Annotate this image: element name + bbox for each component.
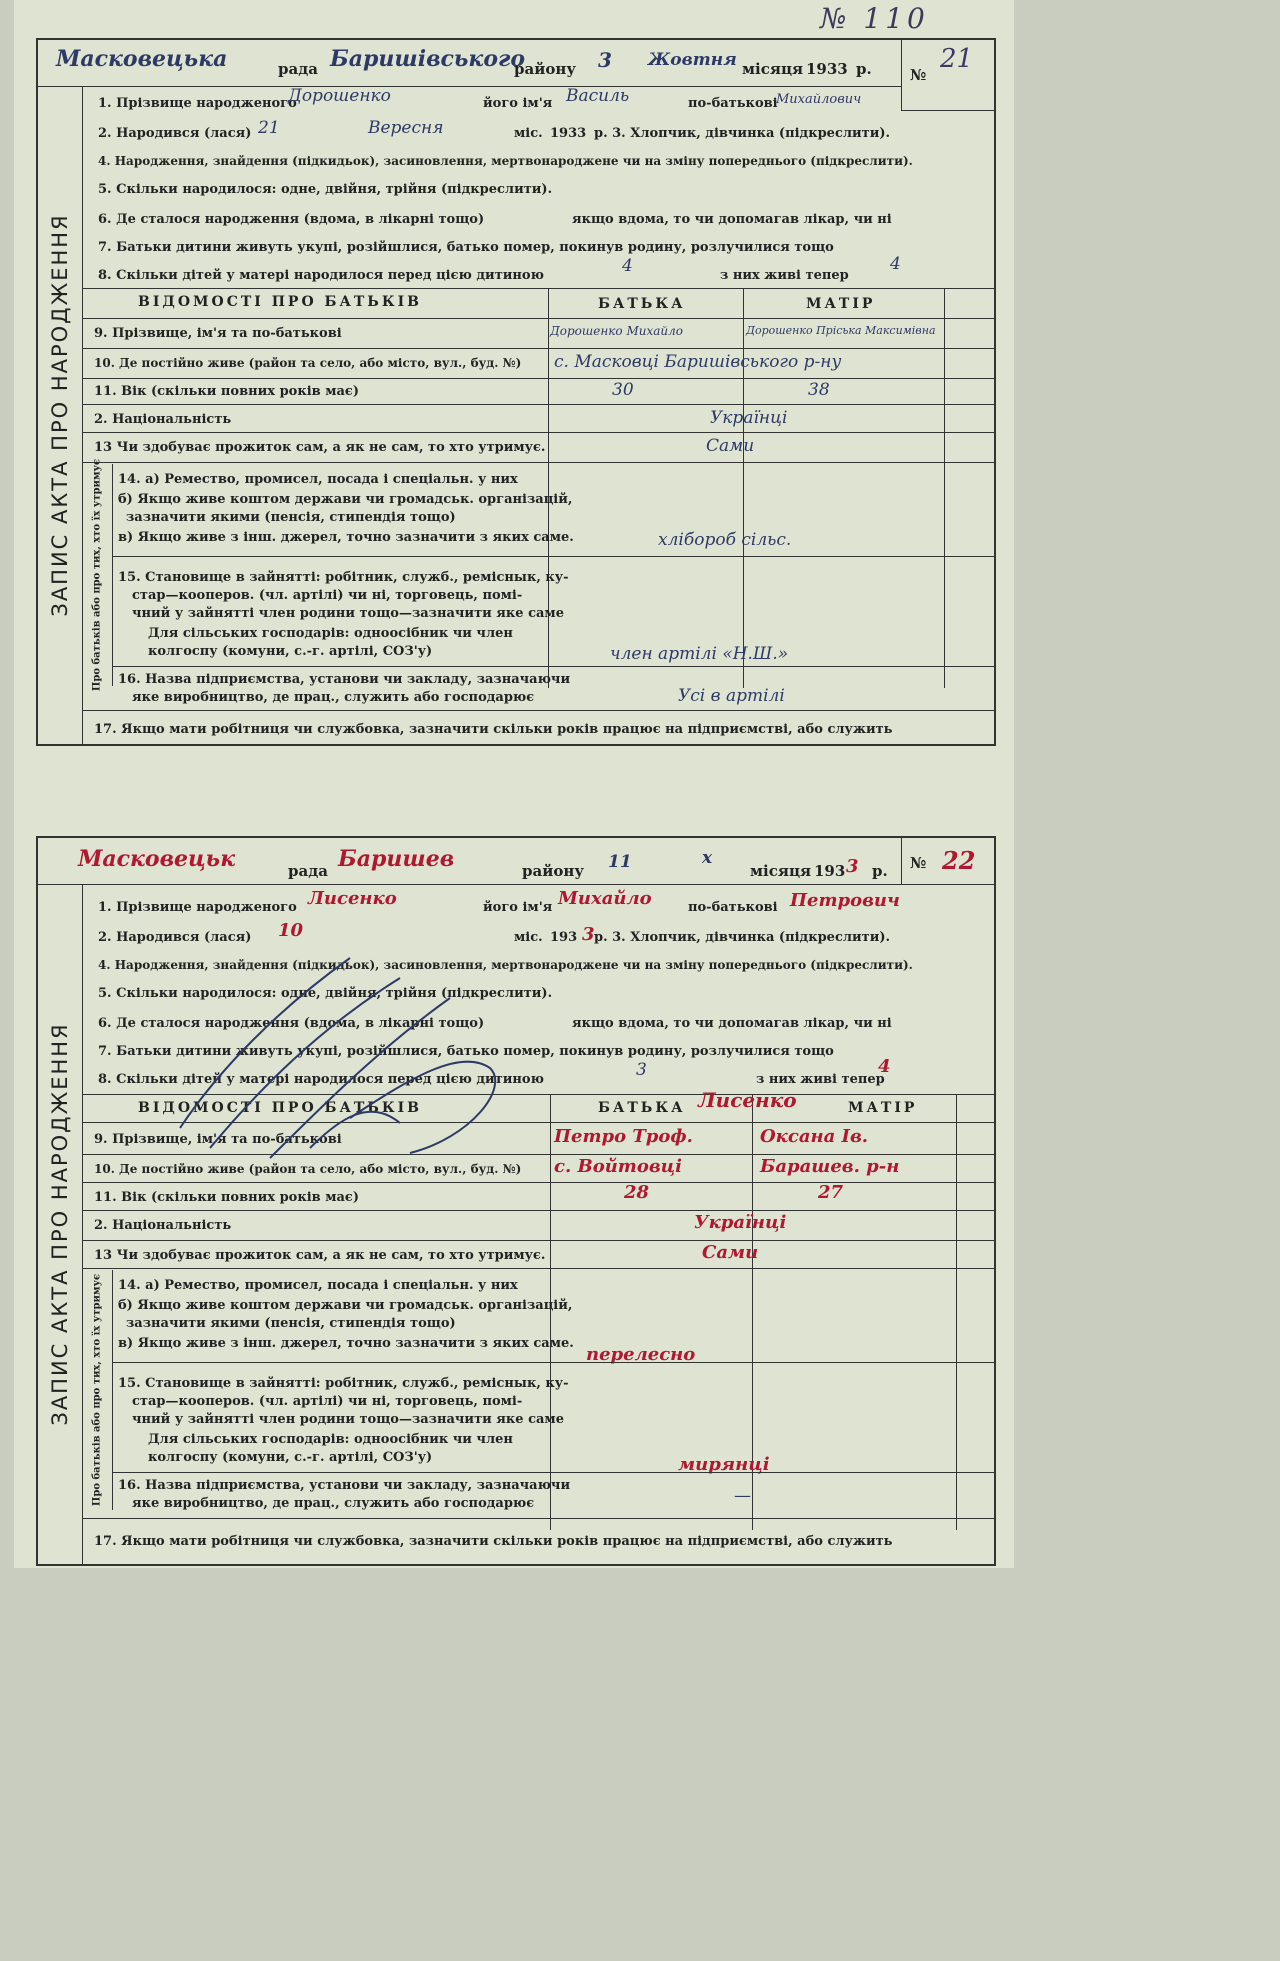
line2-month-label: міс. bbox=[514, 930, 543, 945]
row14a-label: 14. а) Ремество, промисел, посада і спеціальн. у них bbox=[118, 472, 518, 487]
row15c-label: чний у зайнятті член родини тощо—зазначити яке саме bbox=[132, 606, 564, 621]
year-label: 1933 bbox=[806, 60, 848, 78]
father-header: БАТЬКА bbox=[598, 1100, 686, 1116]
employment-status: мирянці bbox=[678, 1454, 770, 1475]
record-number: 21 bbox=[940, 44, 974, 74]
row15e-label: колгоспу (комуни, с.-г. артілі, СОЗ'у) bbox=[148, 644, 433, 659]
line2-sex-label: р. 3. Хлопчик, дівчинка (підкреслити). bbox=[594, 126, 891, 141]
line1-label: 1. Прізвище народженого bbox=[98, 96, 297, 111]
row17-label: 17. Якщо мати робітниця чи службовка, зазначити скільки років працює на підприємстві, або служить bbox=[94, 1534, 893, 1549]
row15a-label: 15. Становище в зайнятті: робітник, служб., реміснык, ку- bbox=[118, 570, 569, 585]
parents-info-header: ВІДОМОСТІ ПРО БАТЬКІВ bbox=[138, 1100, 422, 1116]
birth-month: Вересня bbox=[368, 118, 444, 138]
father-residence: с. Войтовці bbox=[554, 1156, 682, 1177]
line5-label: 5. Скільки народилося: одне, двійня, трійня (підкреслити). bbox=[98, 182, 553, 197]
mother-age: 27 bbox=[818, 1182, 844, 1203]
line6-doctor-label: якщо вдома, то чи допомагав лікар, чи ні bbox=[572, 1016, 892, 1031]
line1-patronymic-label: по-батькові bbox=[688, 900, 778, 915]
row11-label: 11. Вік (скільки повних років має) bbox=[94, 384, 360, 399]
line1-label: 1. Прізвище народженого bbox=[98, 900, 297, 915]
father-name: Дорошенко Михайло bbox=[550, 324, 683, 338]
row-line bbox=[82, 378, 994, 379]
workplace: — bbox=[734, 1486, 751, 1506]
year-suffix: р. bbox=[856, 60, 872, 78]
row-line bbox=[82, 462, 994, 463]
line7-label: 7. Батьки дитини живуть укупі, розійшлися, батько помер, покинув родину, розлучилися тощо bbox=[98, 1044, 834, 1059]
diagonal-handwritten-annotation bbox=[150, 918, 520, 1168]
row-line bbox=[112, 1362, 994, 1363]
row15b-label: стар—кооперов. (чл. артілі) чи ні, торговець, помі- bbox=[132, 588, 523, 603]
prior-children: 3 bbox=[636, 1060, 647, 1080]
mother-header: МАТІР bbox=[806, 296, 876, 312]
line2-label: 2. Народився (лася) bbox=[98, 930, 252, 945]
support: Сами bbox=[706, 436, 755, 456]
district-name: Баришівського bbox=[330, 46, 526, 72]
line8-alive-label: з них живі тепер bbox=[720, 268, 849, 283]
line6-doctor-label: якщо вдома, то чи допомагав лікар, чи ні bbox=[572, 212, 892, 227]
side-note: Про батьків або про тих, хто їх утримує bbox=[82, 1270, 113, 1510]
birth-day: 10 bbox=[278, 920, 304, 941]
child-patronymic: Петрович bbox=[790, 890, 900, 911]
row14b-label: б) Якщо живе коштом держави чи громадськ. організацій, bbox=[118, 1298, 573, 1313]
child-patronymic: Михайлович bbox=[776, 92, 862, 107]
line7-label: 7. Батьки дитини живуть укупі, розійшлися, батько помер, покинув родину, розлучилися тощо bbox=[98, 240, 834, 255]
row15c-label: чний у зайнятті член родини тощо—зазначити яке саме bbox=[132, 1412, 564, 1427]
row-line bbox=[112, 666, 994, 667]
birth-year-digit: 3 bbox=[582, 924, 595, 945]
rada-label: рада bbox=[288, 862, 328, 880]
table-top-border bbox=[82, 288, 994, 289]
row-line bbox=[82, 1182, 994, 1183]
row13-label: 13 Чи здобуває прожиток сам, а як не сам, то хто утримує. bbox=[94, 1248, 546, 1263]
year-label: 193 bbox=[814, 862, 846, 880]
line4-label: 4. Народження, знайдення (підкидьок), засиновлення, мертвонароджене чи на зміну попереднього (підкреслити). bbox=[98, 958, 913, 972]
raion-label: району bbox=[522, 862, 584, 880]
row-line bbox=[112, 556, 994, 557]
alive-now: 4 bbox=[878, 1056, 891, 1077]
line8-label: 8. Скільки дітей у матері народилося перед цією дитиною bbox=[98, 1072, 544, 1087]
side-note: Про батьків або про тих, хто їх утримує bbox=[82, 464, 113, 686]
father-age: 30 bbox=[612, 380, 634, 400]
mother-surname: Лисенко bbox=[698, 1088, 797, 1112]
row16a-label: 16. Назва підприємства, установи чи закладу, зазначаючи bbox=[118, 1478, 571, 1493]
line2-sex-label: р. 3. Хлопчик, дівчинка (підкреслити). bbox=[594, 930, 891, 945]
line8-label: 8. Скільки дітей у матері народилося перед цією дитиною bbox=[98, 268, 544, 283]
rada-label: рада bbox=[278, 60, 318, 78]
nationality: Українці bbox=[694, 1212, 787, 1233]
support: Сами bbox=[702, 1242, 759, 1263]
nationality: Українці bbox=[710, 408, 788, 428]
child-name: Михайло bbox=[558, 888, 652, 909]
row14c-label: зазначити якими (пенсія, стипендія тощо) bbox=[126, 510, 456, 525]
record-number-box bbox=[901, 838, 994, 885]
residence: с. Масковці Баришівського р-ну bbox=[554, 352, 842, 372]
row11-label: 11. Вік (скільки повних років має) bbox=[94, 1190, 360, 1205]
row17-label: 17. Якщо мати робітниця чи службовка, зазначити скільки років працює на підприємстві, або служить bbox=[94, 722, 893, 737]
row15a-label: 15. Становище в зайнятті: робітник, служб., реміснык, ку- bbox=[118, 1376, 569, 1391]
row14a-label: 14. а) Ремество, промисел, посада і спеціальн. у них bbox=[118, 1278, 518, 1293]
row-line bbox=[82, 1240, 994, 1241]
line2-year: 1933 bbox=[550, 126, 587, 141]
row15e-label: колгоспу (комуни, с.-г. артілі, СОЗ'у) bbox=[148, 1450, 433, 1465]
record-day: 11 bbox=[608, 852, 632, 872]
row15d-label: Для сільських господарів: одноосібник чи член bbox=[148, 626, 513, 641]
raion-label: району bbox=[514, 60, 576, 78]
row14d-label: в) Якщо живе з інш. джерел, точно зазначити з яких саме. bbox=[118, 530, 574, 545]
district-name: Баришев bbox=[338, 846, 455, 872]
line1-patronymic-label: по-батькові bbox=[688, 96, 778, 111]
father-name: Петро Троф. bbox=[554, 1126, 693, 1147]
council-name: Масковецьк bbox=[78, 846, 236, 872]
row10-label: 10. Де постійно живе (район та село, або місто, вул., буд. №) bbox=[94, 1162, 522, 1176]
child-surname: Лисенко bbox=[308, 888, 397, 909]
month-label: місяця bbox=[750, 862, 812, 880]
vertical-title: ЗАПИС АКТА ПРО НАРОДЖЕННЯ bbox=[38, 884, 83, 1564]
row-line bbox=[82, 348, 994, 349]
line1-name-label: його ім'я bbox=[483, 96, 553, 111]
mother-age: 38 bbox=[808, 380, 830, 400]
employment-status: член артілі «Н.Ш.» bbox=[610, 644, 789, 664]
row-line bbox=[82, 1268, 994, 1269]
line1-name-label: його ім'я bbox=[483, 900, 553, 915]
row-line bbox=[82, 710, 994, 711]
number-label: № bbox=[910, 854, 927, 872]
row12-label: 2. Національність bbox=[94, 1218, 232, 1233]
father-age: 28 bbox=[624, 1182, 650, 1203]
record-day: 3 bbox=[598, 48, 612, 72]
row14b-label: б) Якщо живе коштом держави чи громадськ. організацій, bbox=[118, 492, 573, 507]
row-line bbox=[82, 1210, 994, 1211]
row9-label: 9. Прізвище, ім'я та по-батькові bbox=[94, 1132, 342, 1147]
line2-year: 193 bbox=[550, 930, 578, 945]
mother-header: МАТІР bbox=[848, 1100, 918, 1116]
vertical-title: ЗАПИС АКТА ПРО НАРОДЖЕННЯ bbox=[38, 86, 83, 744]
row-line bbox=[82, 318, 994, 319]
form-header bbox=[38, 40, 902, 87]
month-label: місяця bbox=[742, 60, 804, 78]
occupation: перелесно bbox=[586, 1344, 696, 1365]
row13-label: 13 Чи здобуває прожиток сам, а як не сам, то хто утримує. bbox=[94, 440, 546, 455]
workplace: Усі в артілі bbox=[678, 686, 785, 706]
row15b-label: стар—кооперов. (чл. артілі) чи ні, торговець, помі- bbox=[132, 1394, 523, 1409]
col-divider-3 bbox=[956, 1094, 957, 1530]
record-number: 22 bbox=[942, 846, 976, 875]
row16b-label: яке виробництво, де прац., служить або господарює bbox=[132, 690, 535, 705]
line5-label: 5. Скільки народилося: одне, двійня, трійня (підкреслити). bbox=[98, 986, 553, 1001]
alive-now: 4 bbox=[890, 254, 901, 274]
record-month: Жовтня bbox=[648, 50, 737, 70]
occupation: хлібороб cільс. bbox=[658, 530, 792, 550]
row14d-label: в) Якщо живе з інш. джерел, точно зазначити з яких саме. bbox=[118, 1336, 574, 1351]
line6-label: 6. Де сталося народження (вдома, в лікарні тощо) bbox=[98, 1016, 485, 1031]
row12-label: 2. Національність bbox=[94, 412, 232, 427]
father-header: БАТЬКА bbox=[598, 296, 686, 312]
mother-residence: Барашев. р-н bbox=[760, 1156, 900, 1177]
row-line bbox=[82, 1518, 994, 1519]
mother-name: Дорошенко Пріська Максимівна bbox=[746, 324, 936, 337]
form-header bbox=[38, 838, 902, 885]
parents-info-header: ВІДОМОСТІ ПРО БАТЬКІВ bbox=[138, 294, 422, 310]
row14c-label: зазначити якими (пенсія, стипендія тощо) bbox=[126, 1316, 456, 1331]
birth-record-form-1 bbox=[36, 38, 996, 746]
record-month: х bbox=[702, 848, 713, 868]
row-line bbox=[82, 404, 994, 405]
line2-month-label: міс. bbox=[514, 126, 543, 141]
corner-annotation: № 110 bbox=[820, 2, 929, 35]
council-name: Масковецька bbox=[56, 46, 228, 72]
line6-label: 6. Де сталося народження (вдома, в лікарні тощо) bbox=[98, 212, 485, 227]
line4-label: 4. Народження, знайдення (підкидьок), засиновлення, мертвонароджене чи на зміну попереднього (підкреслити). bbox=[98, 154, 913, 168]
record-number-box bbox=[901, 40, 994, 111]
prior-children: 4 bbox=[622, 256, 633, 276]
line2-label: 2. Народився (лася) bbox=[98, 126, 252, 141]
row9-label: 9. Прізвище, ім'я та по-батькові bbox=[94, 326, 342, 341]
row16a-label: 16. Назва підприємства, установи чи закладу, зазначаючи bbox=[118, 672, 571, 687]
row15d-label: Для сільських господарів: одноосібник чи член bbox=[148, 1432, 513, 1447]
row-line bbox=[112, 1472, 994, 1473]
line8-alive-label: з них живі тепер bbox=[756, 1072, 885, 1087]
year-suffix: р. bbox=[872, 862, 888, 880]
row-line bbox=[82, 432, 994, 433]
year-digit: 3 bbox=[846, 856, 859, 877]
mother-name: Оксана Ів. bbox=[760, 1126, 869, 1147]
child-name: Василь bbox=[566, 86, 630, 106]
row16b-label: яке виробництво, де прац., служить або господарює bbox=[132, 1496, 535, 1511]
birth-day: 21 bbox=[258, 118, 280, 138]
number-label: № bbox=[910, 66, 927, 84]
row10-label: 10. Де постійно живе (район та село, або місто, вул., буд. №) bbox=[94, 356, 522, 370]
child-surname: Дорошенко bbox=[288, 86, 391, 106]
